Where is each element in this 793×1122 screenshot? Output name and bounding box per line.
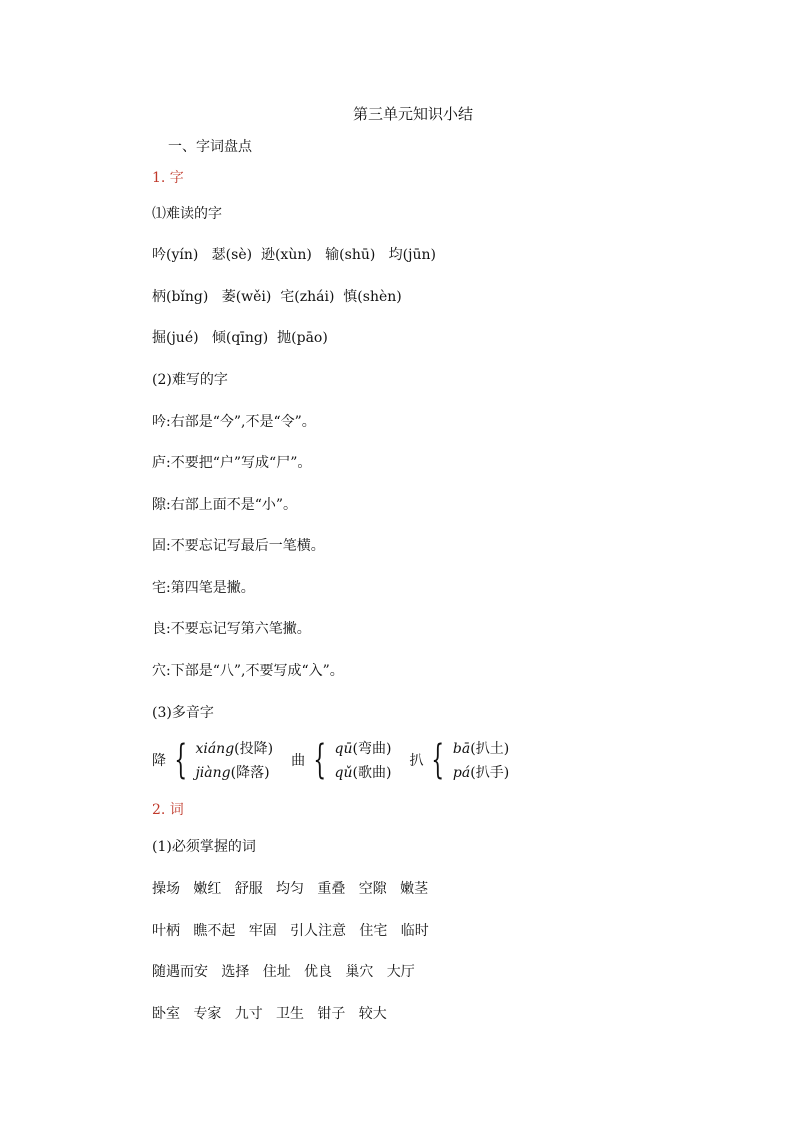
word: (降落)	[230, 765, 270, 781]
write-row: 宅:第四笔是撇。	[152, 580, 255, 596]
heading-zi: 1. 字	[152, 170, 184, 186]
write-row: 穴:下部是“八”,不要写成“入”。	[152, 663, 344, 679]
subheading-hard-to-write: (2)难写的字	[152, 372, 228, 388]
char: 扒	[409, 753, 424, 769]
word-row: 卧室 专家 九寸 卫生 钳子 较大	[152, 1006, 387, 1022]
word: (歌曲)	[352, 765, 392, 781]
write-row: 隙:右部上面不是“小”。	[152, 497, 298, 513]
polyphonic-list	[152, 738, 509, 782]
read-row: 柄(bǐng) 萎(wěi) 宅(zhái) 慎(shèn)	[152, 289, 402, 305]
word-row: 随遇而安 选择 住址 优良 巢穴 大厅	[152, 964, 415, 980]
write-row: 固:不要忘记写最后一笔横。	[152, 538, 325, 554]
subheading-must-master: (1)必须掌握的词	[152, 839, 256, 855]
word: (弯曲)	[352, 741, 392, 757]
pinyin: pá	[452, 765, 471, 781]
read-row: 掘(jué) 倾(qīng) 抛(pāo)	[152, 330, 328, 346]
polyphonic-item	[409, 738, 509, 782]
write-row: 吟:右部是“今”,不是“令”。	[152, 414, 316, 430]
word: (扒手)	[470, 765, 510, 781]
page-title: 第三单元知识小结	[352, 105, 473, 123]
polyphonic-item	[152, 738, 273, 782]
word-row: 叶柄 瞧不起 牢固 引人注意 住宅 临时	[152, 923, 429, 939]
reading	[453, 762, 509, 782]
pinyin: jiàng	[195, 765, 231, 781]
pinyin: qǔ	[334, 765, 353, 781]
read-row: 吟(yín) 瑟(sè) 逊(xùn) 输(shū) 均(jūn)	[152, 247, 436, 263]
word: (投降)	[234, 741, 274, 757]
subheading-hard-to-read: ⑴难读的字	[152, 206, 222, 222]
reading	[195, 762, 273, 782]
char: 降	[152, 753, 166, 769]
reading	[195, 738, 273, 758]
brace: {	[174, 737, 188, 783]
subheading-polyphonic: (3)多音字	[152, 705, 214, 721]
char: 曲	[291, 753, 306, 769]
reading	[335, 762, 392, 782]
section-heading: 一、字词盘点	[168, 139, 252, 155]
reading	[453, 738, 509, 758]
brace: {	[431, 737, 445, 783]
pinyin: xiáng	[195, 741, 235, 757]
pinyin: bā	[452, 741, 471, 757]
word: (扒土)	[470, 741, 510, 757]
polyphonic-item	[291, 738, 391, 782]
write-row: 庐:不要把“户”写成“尸”。	[152, 455, 312, 471]
pinyin: qū	[334, 741, 353, 757]
reading	[335, 738, 392, 758]
heading-ci: 2. 词	[152, 802, 184, 818]
brace: {	[313, 737, 327, 783]
write-row: 良:不要忘记写第六笔撇。	[152, 621, 311, 637]
word-row: 操场 嫩红 舒服 均匀 重叠 空隙 嫩茎	[152, 881, 429, 897]
